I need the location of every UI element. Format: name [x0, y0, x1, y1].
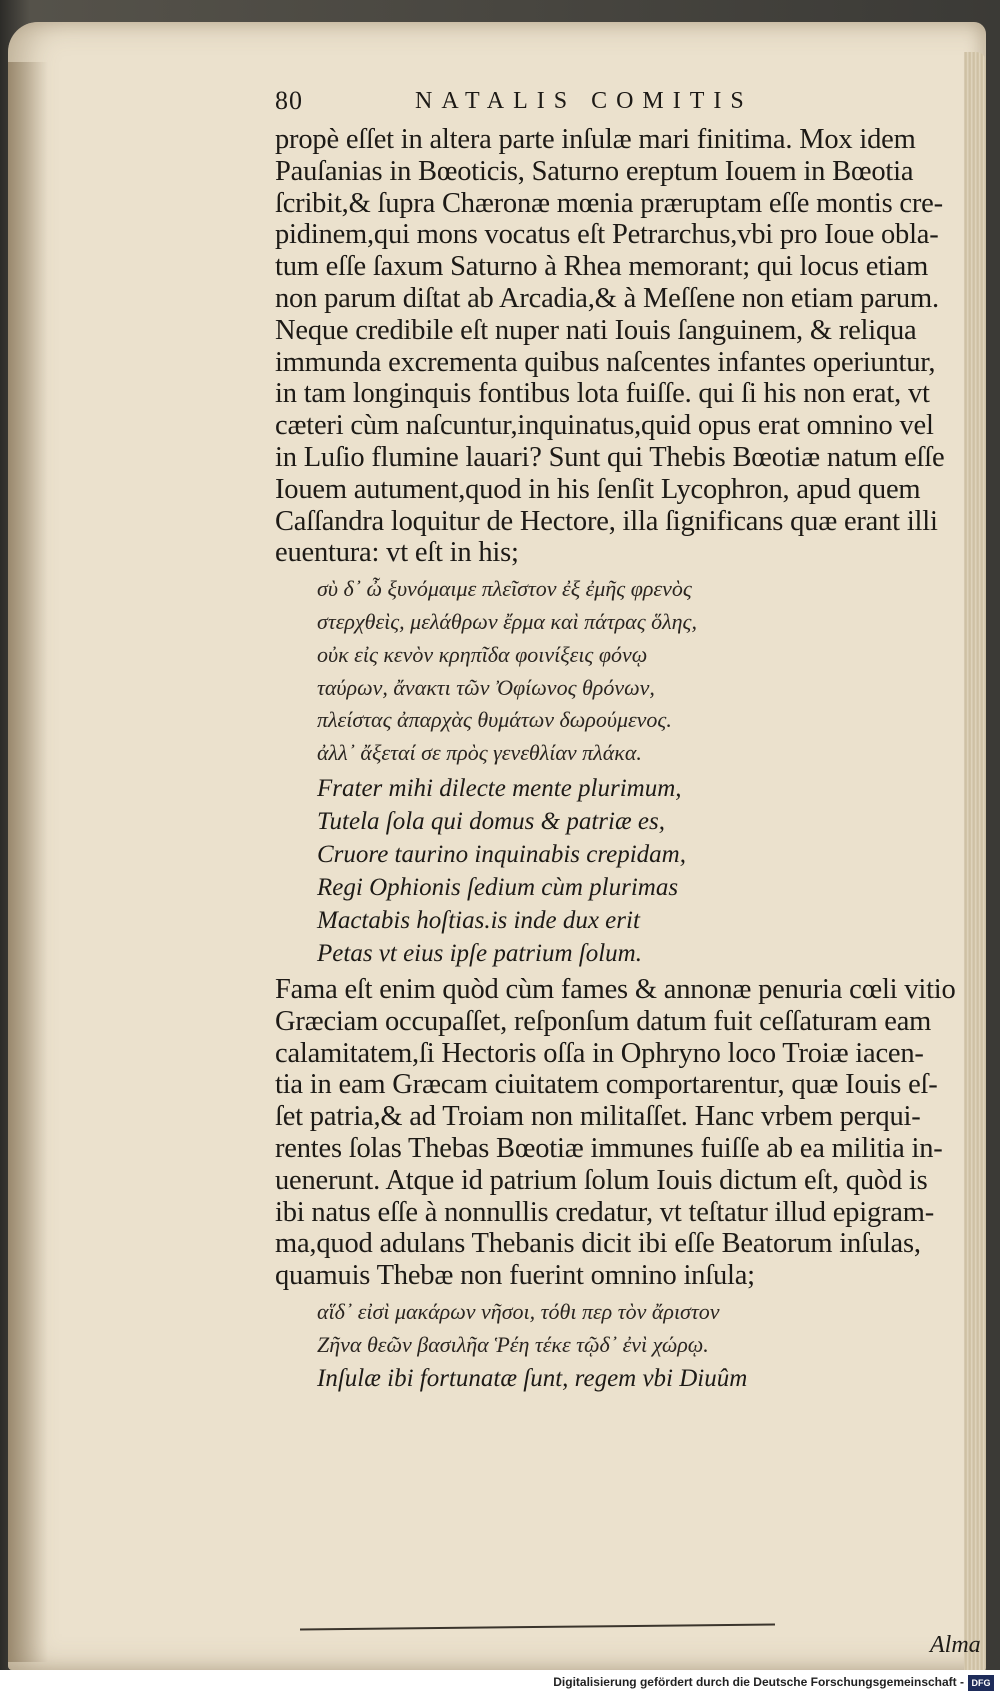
dfg-logo: DFG: [968, 1675, 994, 1691]
text-line: pidinem,qui mons vocatus eſt Petrarchus,vbi pro Ioue obla-: [275, 219, 939, 251]
greek-verse-line: ταύρων, ἄνακτι τῶν Ὀφίωνος θρόνων,: [317, 674, 655, 700]
text-line: Græciam occupaſſet, reſponſum datum fuit ceſſaturam eam: [275, 1005, 932, 1037]
page-number: 80: [275, 86, 303, 115]
latin-verse-line: Regi Ophionis ſedium cùm plurimas: [317, 873, 679, 901]
digitization-footer: [0, 1670, 1000, 1696]
text-line: non parum diſtat ab Arcadia,& à Meſſene non etiam parum.: [275, 282, 939, 314]
text-line: Iouem autument,quod in his ſenſit Lycophron, apud quem: [275, 473, 921, 505]
latin-verse-line: Petas vt eius ipſe patrium ſolum.: [317, 939, 642, 967]
greek-quotation-2: [275, 1296, 985, 1362]
text-line: calamitatem,ſi Hectoris oſſa in Ophryno loco Troiæ iacen-: [275, 1037, 924, 1069]
text-line: ſcribit,& ſupra Chæronæ mœnia præruptam eſſe montis cre-: [275, 187, 943, 219]
greek-verse-line: ἀλλ᾽ ἄξεταί σε πρὸς γενεθλίαν πλάκα.: [317, 740, 642, 766]
latin-translation-2: [275, 1362, 985, 1395]
text-line: tia in eam Græcam ciuitatem comportarentur, quæ Iouis eſ-: [275, 1069, 938, 1101]
latin-verse-line: Inſulæ ibi fortunatæ ſunt, regem vbi Diuûm: [317, 1364, 748, 1392]
text-line: Caſſandra loquitur de Hectore, illa ſignificans quæ erant illi: [275, 505, 938, 537]
funding-credit: Digitalisierung gefördert durch die Deutsche Forschungsgemeinschaft -: [553, 1675, 964, 1689]
text-line: ma,quod adulans Thebanis dicit ibi eſſe Beatorum inſulas,: [275, 1228, 921, 1260]
latin-verse-line: Tutela ſola qui domus & patriæ es,: [317, 807, 665, 835]
running-title: NATALIS COMITIS: [415, 88, 753, 114]
catchword: Alma: [930, 1632, 981, 1658]
latin-verse-line: Frater mihi dilecte mente plurimum,: [317, 774, 682, 802]
text-line: euentura: vt eſt in his;: [275, 537, 519, 569]
greek-verse-line: πλείστας ἀπαρχὰς θυμάτων δωρούμενος.: [317, 707, 672, 733]
text-line: uenerunt. Atque id patrium ſolum Iouis dictum eſt, quòd is: [275, 1164, 928, 1196]
text-line: tum eſſe ſaxum Saturno à Rhea memorant; qui locus etiam: [275, 251, 929, 283]
text-line: Neque credibile eſt nuper nati Iouis ſanguinem, & reliqua: [275, 314, 917, 346]
latin-verse-line: Cruore taurino inquinabis crepidam,: [317, 840, 686, 868]
text-line: propè eſſet in altera parte inſulæ mari finitima. Mox idem: [275, 124, 916, 155]
greek-verse-line: Ζῆνα θεῶν βασιλῆα Ῥέη τέκε τῷδ᾽ ἐνὶ χώρῳ.: [317, 1331, 709, 1357]
text-line: in Luſio flumine lauari? Sunt qui Thebis Bœotiæ natum eſſe: [275, 441, 945, 473]
prose-paragraph-1: [275, 124, 985, 569]
latin-verse-line: Mactabis hoſtias.is inde dux erit: [317, 906, 640, 934]
text-line: rentes ſolas Thebas Bœotiæ immunes fuiſſe ab ea militia in-: [275, 1132, 943, 1164]
prose-paragraph-2: [275, 974, 985, 1292]
greek-verse-line: οὐκ εἰς κενὸν κρηπῖδα φοινίξεις φόνῳ: [317, 641, 648, 667]
greek-verse-line: σὺ δ᾽ ὦ ξυνόμαιμε πλεῖστον ἐξ ἐμῆς φρενὸς: [317, 576, 692, 602]
text-line: Fama eſt enim quòd cùm fames & annonæ penuria cœli vitio: [275, 973, 956, 1005]
page-text-block: [275, 82, 985, 1395]
text-line: in tam longinquis fontibus lota fuiſſe. qui ſi his non erat, vt: [275, 378, 930, 410]
greek-verse-line: στερχθεὶς, μελάθρων ἔρμα καὶ πάτρας ὅλης,: [317, 608, 697, 634]
text-line: immunda excrementa quibus naſcentes infantes operiuntur,: [275, 346, 936, 378]
text-line: ibi natus eſſe à nonnullis credatur, vt teſtatur illud epigram-: [275, 1196, 934, 1228]
text-line: cæteri cùm naſcuntur,inquinatus,quid opus erat omnino vel: [275, 410, 934, 442]
running-header: [275, 82, 985, 124]
greek-quotation-1: [275, 573, 985, 770]
latin-translation-1: [275, 772, 985, 970]
page-gutter-shadow: [8, 62, 48, 1662]
text-line: ſet patria,& ad Troiam non militaſſet. Hanc vrbem perqui-: [275, 1101, 921, 1133]
greek-verse-line: αἵδ᾽ εἰσὶ μακάρων νῆσοι, τόθι περ τὸν ἄριστον: [317, 1298, 720, 1324]
text-line: quamuis Thebæ non fuerint omnino inſula;: [275, 1260, 755, 1292]
text-line: Pauſanias in Bœoticis, Saturno ereptum Iouem in Bœotia: [275, 155, 914, 187]
